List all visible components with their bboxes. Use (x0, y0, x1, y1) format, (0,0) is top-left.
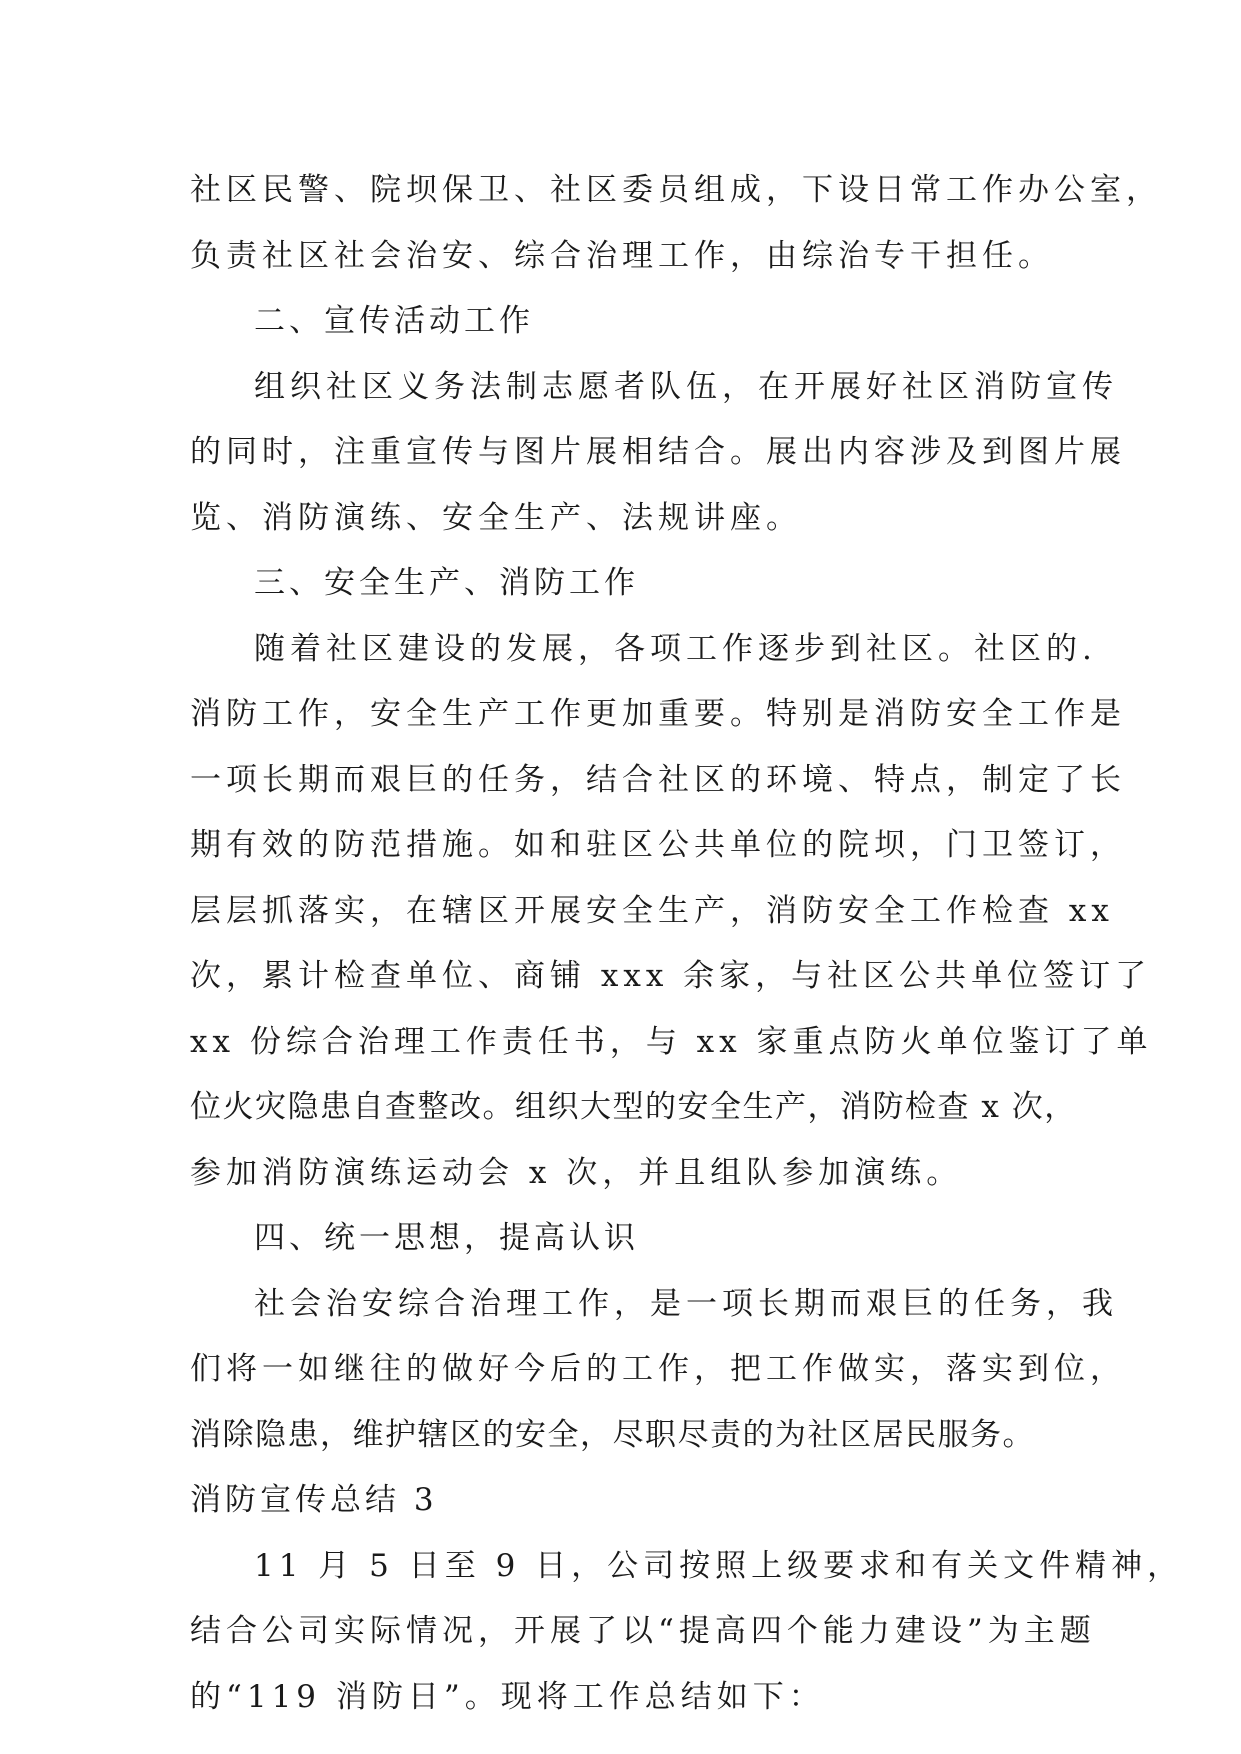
paragraph-line: 次，累计检查单位、商铺 xxx 余家，与社区公共单位签订了 (190, 958, 1152, 994)
paragraph-line: 消除隐患，维护辖区的安全，尽职尽责的为社区居民服务。 (190, 1416, 1035, 1453)
paragraph-line: 的同时，注重宣传与图片展相结合。展出内容涉及到图片展 (190, 434, 1126, 470)
paragraph-line: 一项长期而艰巨的任务，结合社区的环境、特点，制定了长 (190, 761, 1126, 798)
document-body (190, 158, 1184, 1730)
paragraph-line: 期有效的防范措施。如和驻区公共单位的院坝，门卫签订， (190, 827, 1126, 863)
paragraph-line: 组织社区义务法制志愿者队伍，在开展好社区消防宣传 (254, 368, 1118, 405)
paragraph-line: 览、消防演练、安全生产、法规讲座。 (190, 499, 802, 536)
section-heading: 四、统一思想，提高认识 (254, 1220, 639, 1256)
paragraph-line: 随着社区建设的发展，各项工作逐步到社区。社区的. (254, 630, 1097, 667)
paragraph-line: 负责社区社会治安、综合治理工作，由综治专干担任。 (190, 237, 1054, 274)
paragraph-line: 层层抓落实，在辖区开展安全生产，消防安全工作检查 xx (190, 892, 1114, 929)
paragraph-line: 消防工作，安全生产工作更加重要。特别是消防安全工作是 (190, 696, 1126, 732)
paragraph-line: 位火灾隐患自查整改。组织大型的安全生产，消防检查 x 次， (190, 1089, 1077, 1125)
paragraph-line: 参加消防演练运动会 x 次，并且组队参加演练。 (190, 1154, 963, 1191)
section-heading: 二、宣传活动工作 (254, 303, 534, 339)
section-heading: 三、安全生产、消防工作 (254, 565, 639, 601)
paragraph-line: 11 月 5 日至 9 日，公司按照上级要求和有关文件精神， (254, 1547, 1184, 1584)
document-title: 消防宣传总结 3 (190, 1482, 438, 1518)
paragraph-line: xx 份综合治理工作责任书，与 xx 家重点防火单位鉴订了单 (190, 1023, 1153, 1060)
paragraph-line: 社会治安综合治理工作，是一项长期而艰巨的任务，我 (254, 1285, 1118, 1322)
paragraph-line: 们将一如继往的做好今后的工作，把工作做实，落实到位， (190, 1351, 1126, 1387)
paragraph-line: 结合公司实际情况，开展了以“提高四个能力建设”为主题 (190, 1613, 1096, 1649)
paragraph-line: 的“119 消防日”。现将工作总结如下： (190, 1678, 825, 1715)
paragraph-line: 社区民警、院坝保卫、社区委员组成，下设日常工作办公室， (190, 172, 1162, 208)
